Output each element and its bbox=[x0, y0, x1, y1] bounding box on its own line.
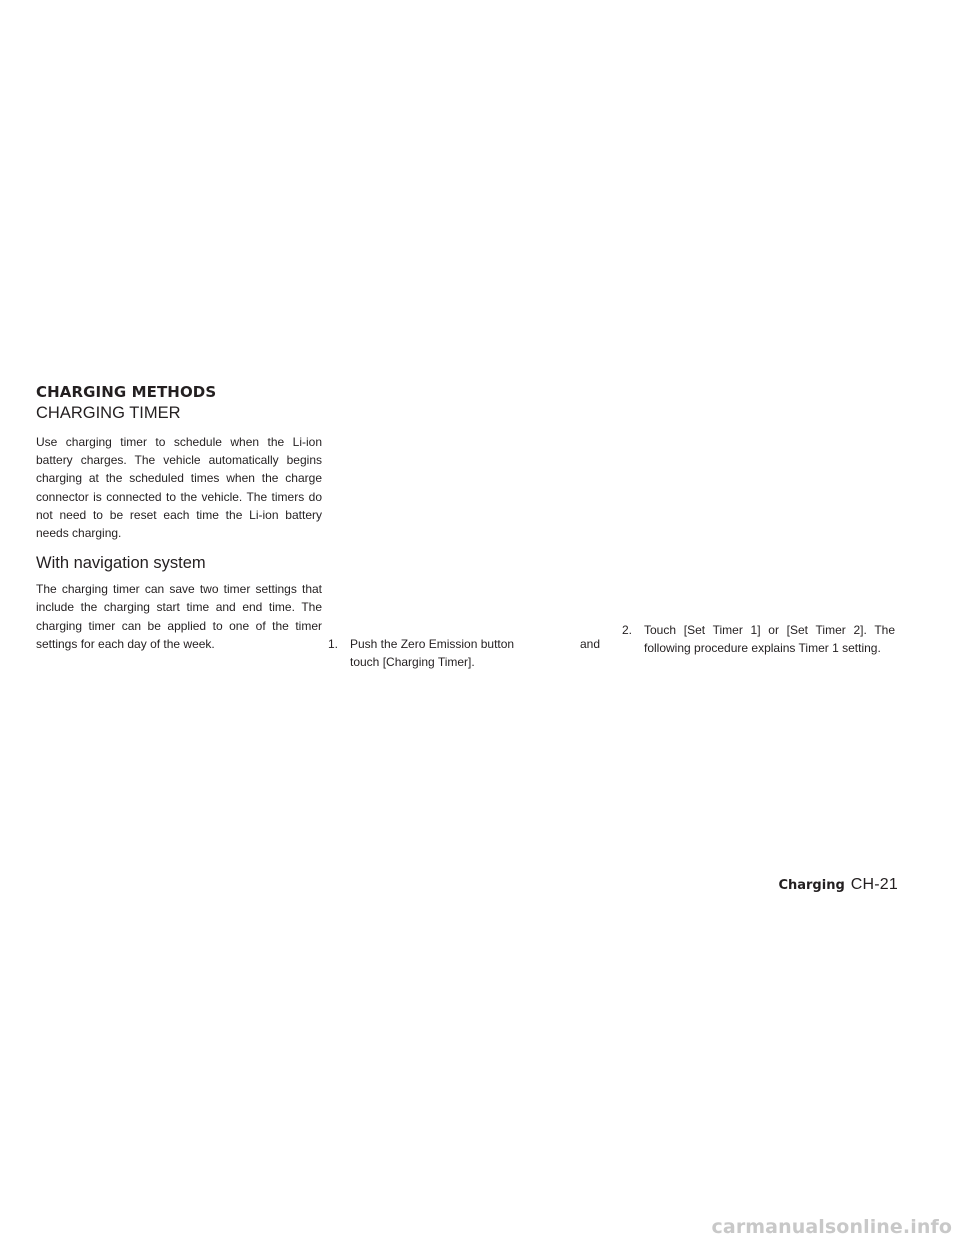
step-1-connector: and bbox=[580, 637, 601, 651]
step-2-number: 2. bbox=[622, 623, 633, 637]
page-footer bbox=[778, 876, 898, 894]
step-1-line-2: touch [Charging Timer]. bbox=[350, 655, 475, 670]
step-2-line-2: following procedure explains Timer 1 setting. bbox=[644, 641, 881, 656]
step-1-line-1: Push the Zero Emission button bbox=[350, 637, 515, 651]
left-column bbox=[36, 382, 322, 653]
watermark: carmanualsonline.info bbox=[711, 1216, 952, 1238]
subsection-title: CHARGING TIMER bbox=[36, 404, 181, 422]
intro-paragraph: Use charging timer to schedule when the Li-ion battery charges. The vehicle automatically begins charging at the scheduled times when the charge connector is connected to the vehicle. The timers do not need to be reset each time the Li-ion battery needs charging. bbox=[36, 435, 322, 541]
footer-section-name: Charging bbox=[778, 878, 845, 893]
navigation-paragraph: The charging timer can save two timer settings that include the charging start time and end time. The charging timer can be applied to one of the timer settings for each day of the week. bbox=[36, 582, 322, 651]
navigation-heading: With navigation system bbox=[36, 554, 206, 573]
step-1 bbox=[328, 635, 602, 671]
section-title: CHARGING METHODS bbox=[36, 383, 217, 401]
step-2 bbox=[622, 621, 895, 657]
page-number: CH-21 bbox=[850, 876, 898, 893]
step-2-line-1: Touch [Set Timer 1] or [Set Timer 2]. The bbox=[644, 623, 895, 637]
step-1-number: 1. bbox=[328, 637, 339, 651]
